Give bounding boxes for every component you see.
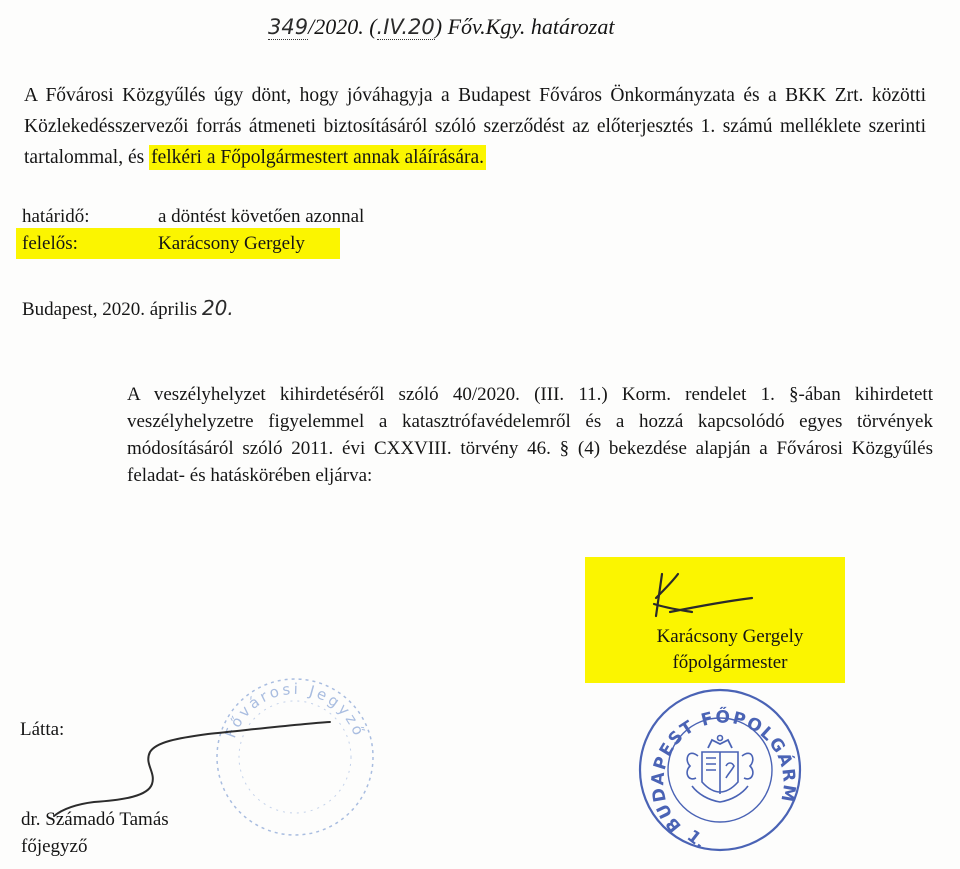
- date-text: Budapest, 2020. április: [22, 299, 202, 320]
- mayor-seal-text: BUDAPEST FŐPOLGÁRM: [648, 707, 799, 836]
- resolution-paragraph: [24, 80, 926, 173]
- legal-basis-paragraph: A veszélyhelyzet kihirdetéséről szóló 40/2020. (III. 11.) Korm. rendelet 1. §-ában kihirdetett veszélyhelyzetre figyelemmel a katasztrófavédelemről és a hozzá kapcsolódó egyes törvények módosításáról szóló 2011. évi CXXVIII. törvény 46. § (4) bekezdése alapján a Fővárosi Közgyűlés feladat- és hatáskörében eljárva:: [127, 384, 933, 486]
- resolution-text: A Fővárosi Közgyűlés úgy dönt, hogy jóváhagyja a Budapest Főváros Önkormányzata és a BKK Zrt. közötti Közlekedésszervezői forrás átmeneti biztosításáról szóló szerződést az előterjesztés 1. számú melléklete szerinti tartalommal, és: [24, 85, 926, 168]
- countersign-label: Látta:: [20, 719, 65, 740]
- notary-title: főjegyző: [21, 836, 88, 857]
- mayor-signature-scribble: [640, 568, 760, 628]
- notary-name: dr. Számadó Tamás: [21, 809, 169, 830]
- responsible-label: felelős:: [22, 233, 78, 254]
- date-day-handwritten: 20.: [201, 296, 234, 320]
- mayor-title: főpolgármester: [672, 652, 788, 673]
- resolution-header: [268, 14, 614, 40]
- countersign-block: [21, 806, 169, 860]
- date-line: [22, 296, 234, 321]
- mayor-signature-block: [585, 624, 845, 676]
- resolution-number-handwritten: 349: [268, 15, 309, 39]
- coat-of-arms-icon: [687, 736, 753, 803]
- mayor-seal: [632, 686, 802, 856]
- resolution-suffix: ) Főv.Kgy. határozat: [434, 14, 615, 39]
- resolution-year: /2020. (: [308, 14, 377, 39]
- resolution-date-handwritten: .IV.20: [376, 15, 435, 39]
- deadline-row: [22, 204, 522, 230]
- deadline-value: a döntést követően azonnal: [158, 206, 365, 227]
- responsible-row: [22, 231, 522, 257]
- deadline-label: határidő:: [22, 206, 90, 227]
- mayor-name: Karácsony Gergely: [656, 626, 804, 647]
- resolution-highlighted-text: felkéri a Főpolgármestert annak aláírására.: [151, 147, 485, 168]
- mayor-seal-number: 1.: [682, 826, 710, 854]
- notary-seal-text: Fővárosi Jegyző: [221, 679, 369, 741]
- responsible-value: Karácsony Gergely: [158, 233, 305, 254]
